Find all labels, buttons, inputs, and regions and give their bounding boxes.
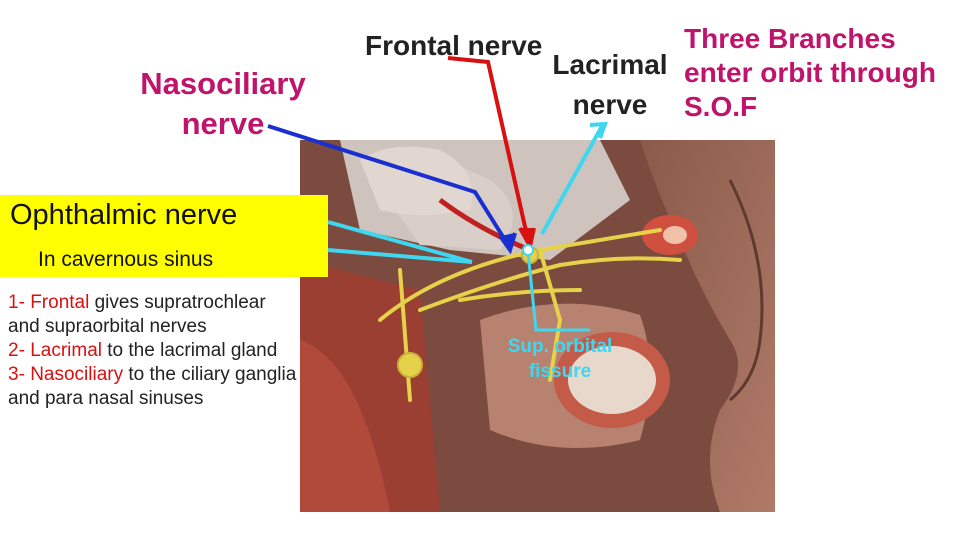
branch-number: 3- <box>8 364 31 385</box>
branches-line2: enter orbit through <box>684 57 936 88</box>
branch-name: Nasociliary <box>30 364 124 385</box>
branch-item-frontal <box>8 291 298 339</box>
branches-line3: S.O.F <box>684 91 758 122</box>
branches-list <box>8 291 298 411</box>
branch-item-nasociliary <box>8 363 298 411</box>
head-cross-section-illustration <box>300 140 775 512</box>
branch-desc: gives supratrochlear and supraorbital nerves <box>8 292 266 337</box>
branch-number: 1- <box>8 292 31 313</box>
frontal-nerve-label: Frontal nerve <box>365 30 543 61</box>
branch-item-lacrimal <box>8 339 298 363</box>
nasociliary-line2: nerve <box>181 106 265 141</box>
ophthalmic-nerve-title: Ophthalmic nerve <box>10 199 238 231</box>
three-branches-note <box>684 22 936 124</box>
cavernous-sinus-subtitle: In cavernous sinus <box>38 248 214 271</box>
sof-line2: fissure <box>528 361 592 382</box>
lacrimal-line2: nerve <box>572 89 648 120</box>
nasociliary-line1: Nasociliary <box>140 66 306 101</box>
branch-name: Frontal <box>30 292 90 313</box>
branch-desc: to the lacrimal gland <box>102 340 278 361</box>
sup-orbital-fissure-label <box>495 334 625 384</box>
branch-name: Lacrimal <box>30 340 102 361</box>
lacrimal-nerve-label <box>545 45 675 125</box>
lacrimal-line1: Lacrimal <box>552 49 668 80</box>
branch-number: 2- <box>8 340 31 361</box>
nasociliary-nerve-label <box>118 64 328 144</box>
branches-line1: Three Branches <box>684 23 896 54</box>
sof-line1: Sup. orbital <box>507 336 613 357</box>
branch-desc: to the ciliary ganglia and para nasal sinuses <box>8 364 297 409</box>
